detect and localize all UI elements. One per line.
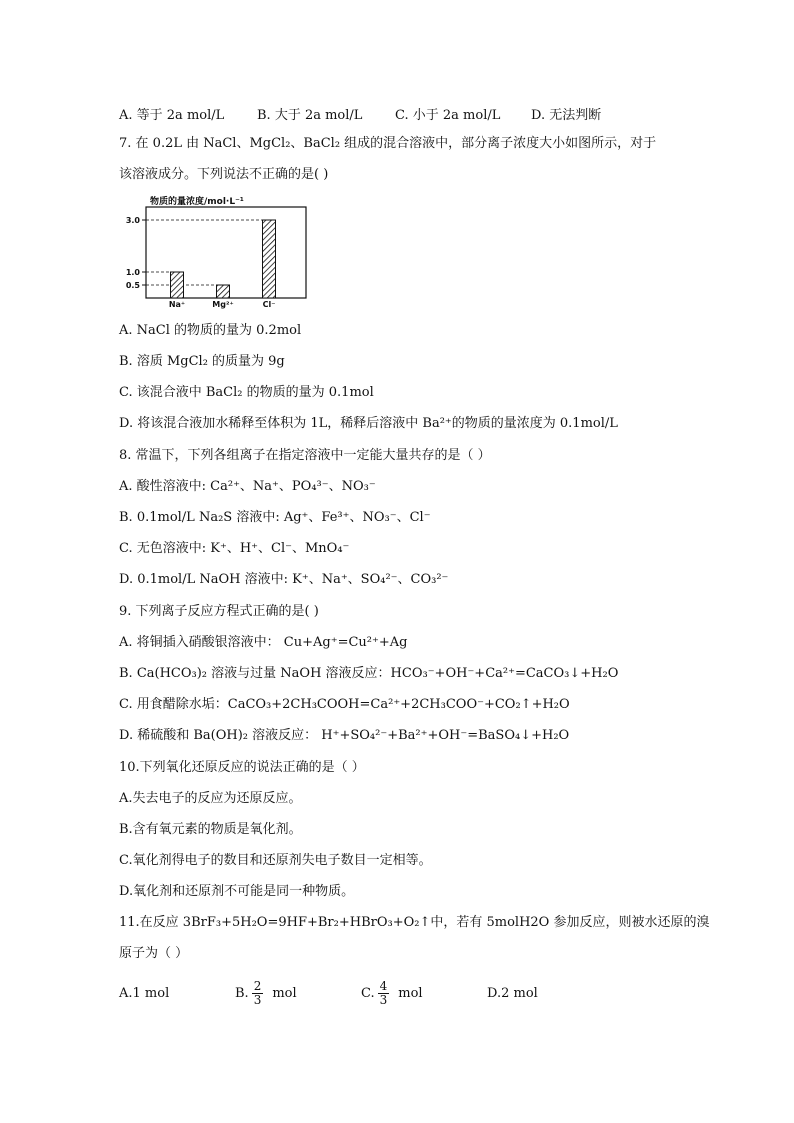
q11-option-a-text: A.1 mol (119, 985, 170, 1001)
q11-option-b-prefix: B. (235, 985, 249, 1001)
q10-option-d: D.氧化剂和还原剂不可能是同一种物质。 (119, 884, 355, 899)
q9-option-c: C. 用食醋除水垢：CaCO₃+2CH₃COOH=Ca²⁺+2CH₃COO⁻+CO₂↑+H₂O (119, 697, 570, 712)
q9-option-a: A. 将铜插入硝酸银溶液中： Cu+Ag⁺=Cu²⁺+Ag (119, 635, 408, 650)
q11-option-a (119, 975, 169, 1011)
q7-stem-line2: 该溶液成分。下列说法不正确的是( ) (119, 167, 329, 182)
chart-y-tick-labels (126, 216, 146, 290)
q11-option-d (487, 975, 538, 1011)
q11-option-c (361, 975, 423, 1011)
q6-option-d: D. 无法判断 (531, 108, 602, 123)
q10-option-c: C.氧化剂得电子的数目和还原剂失电子数目一定相等。 (119, 853, 432, 868)
fraction-numerator: 4 (379, 978, 388, 993)
chart-guide-lines (146, 220, 263, 285)
chart-bars (171, 220, 276, 298)
q8-option-b: B. 0.1mol/L Na₂S 溶液中: Ag⁺、Fe³⁺、NO₃⁻、Cl⁻ (119, 510, 431, 525)
q6-option-a: A. 等于 2a mol/L (119, 108, 225, 123)
q7-option-b: B. 溶质 MgCl₂ 的质量为 9g (119, 354, 285, 369)
chart-x-tick-label: Mg²⁺ (212, 300, 234, 309)
q11-stem-line1: 11.在反应 3BrF₃+5H₂O=9HF+Br₂+HBrO₃+O₂↑中，若有 5molH2O 参加反应，则被水还原的溴 (119, 915, 710, 930)
q11-option-b-unit: mol (272, 985, 297, 1001)
q9-option-b: B. Ca(HCO₃)₂ 溶液与过量 NaOH 溶液反应：HCO₃⁻+OH⁻+Ca²⁺=CaCO₃↓+H₂O (119, 666, 619, 681)
q11-options (119, 975, 679, 1011)
chart-y-tick-label: 0.5 (125, 281, 140, 290)
q7-option-a: A. NaCl 的物质的量为 0.2mol (119, 323, 302, 338)
q8-option-c: C. 无色溶液中: K⁺、H⁺、Cl⁻、MnO₄⁻ (119, 541, 350, 556)
q6-options (119, 104, 679, 122)
chart-bar (171, 272, 184, 298)
ion-concentration-chart (118, 192, 318, 310)
q9-stem: 9. 下列离子反应方程式正确的是( ) (119, 604, 319, 619)
q7-stem-line1: 7. 在 0.2L 由 NaCl、MgCl₂、BaCl₂ 组成的混合溶液中，部分离子浓度大小如图所示，对于 (119, 136, 657, 151)
q7-option-d: D. 将该混合液加水稀释至体积为 1L，稀释后溶液中 Ba²⁺的物质的量浓度为 0.1mol/L (119, 416, 618, 431)
fraction-denominator: 3 (253, 992, 262, 1007)
q10-option-a: A.失去电子的反应为还原反应。 (119, 791, 302, 806)
chart-bar (263, 220, 276, 298)
chart-y-tick-label: 3.0 (125, 216, 140, 225)
q9-option-d: D. 稀硫酸和 Ba(OH)₂ 溶液反应： H⁺+SO₄²⁻+Ba²⁺+OH⁻=BaSO₄↓+H₂O (119, 728, 570, 743)
chart-x-tick-label: Na⁺ (168, 300, 186, 309)
q10-option-b: B.含有氧元素的物质是氧化剂。 (119, 822, 302, 837)
q7-option-c: C. 该混合液中 BaCl₂ 的物质的量为 0.1mol (119, 385, 374, 400)
q11-stem-line2: 原子为（ ） (119, 946, 189, 961)
chart-title: 物质的量浓度/mol·L⁻¹ (150, 197, 244, 207)
q11-option-b-fraction (252, 980, 264, 1007)
q11-option-b (235, 975, 297, 1011)
q11-option-c-prefix: C. (361, 985, 375, 1001)
chart-bar (217, 285, 230, 298)
q10-stem: 10.下列氧化还原反应的说法正确的是（ ） (119, 760, 365, 775)
chart-y-tick-label: 1.0 (125, 268, 140, 277)
fraction-numerator: 2 (253, 978, 262, 993)
q8-stem: 8. 常温下，下列各组离子在指定溶液中一定能大量共存的是（ ） (119, 448, 491, 463)
chart-x-tick-label: Cl⁻ (262, 300, 276, 309)
chart-x-tick-labels (169, 300, 276, 309)
q6-option-c: C. 小于 2a mol/L (395, 108, 501, 123)
q11-option-c-unit: mol (398, 985, 423, 1001)
q6-option-b: B. 大于 2a mol/L (257, 108, 363, 123)
fraction-denominator: 3 (379, 992, 388, 1007)
q11-option-d-text: D.2 mol (487, 985, 538, 1001)
q11-option-c-fraction (378, 980, 390, 1007)
q8-option-d: D. 0.1mol/L NaOH 溶液中: K⁺、Na⁺、SO₄²⁻、CO₃²⁻ (119, 572, 449, 587)
q8-option-a: A. 酸性溶液中: Ca²⁺、Na⁺、PO₄³⁻、NO₃⁻ (119, 479, 376, 494)
